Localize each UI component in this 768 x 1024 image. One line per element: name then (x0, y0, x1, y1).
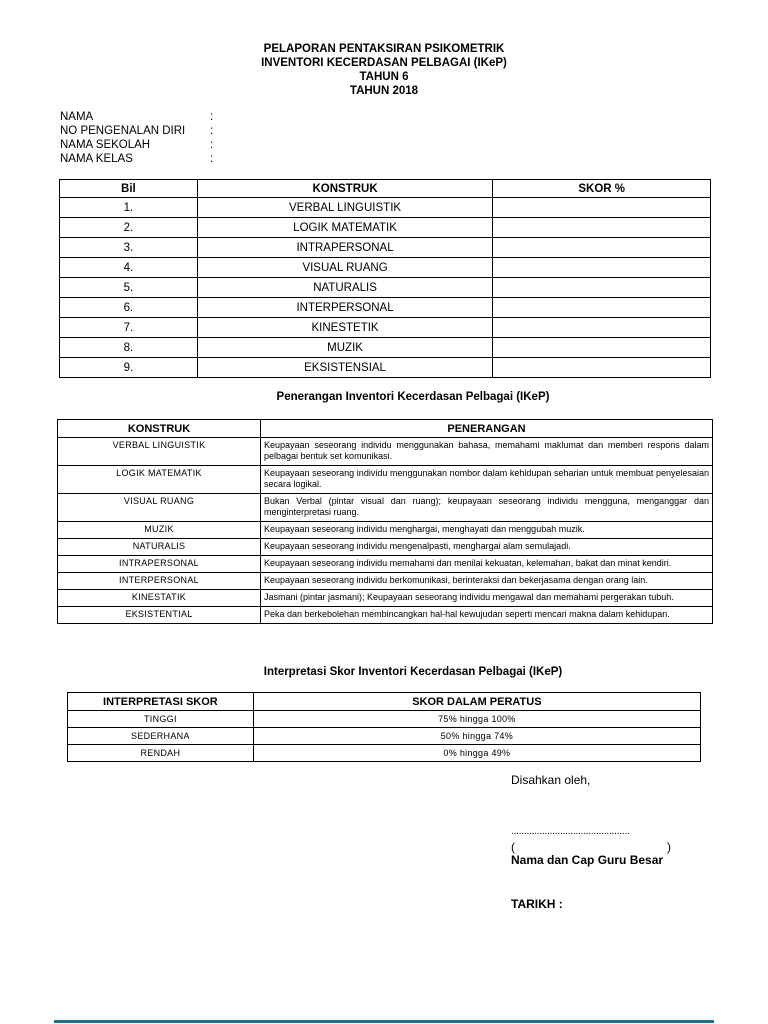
bil-cell: 2. (60, 218, 198, 238)
konstruk-cell: INTERPERSONAL (197, 298, 493, 318)
header-skor-peratus: SKOR DALAM PERATUS (253, 693, 700, 711)
skor-cell (493, 298, 711, 318)
skor-cell (493, 218, 711, 238)
table-row (68, 711, 701, 728)
explanation-table-header (58, 420, 713, 438)
page-bottom-divider (54, 1020, 714, 1023)
konstruk-cell: EKSISTENTIAL (58, 607, 261, 624)
title-line-2: INVENTORI KECERDASAN PELBAGAI (IKeP) (261, 57, 507, 69)
bil-cell: 8. (60, 338, 198, 358)
header-konstruk: KONSTRUK (197, 180, 493, 198)
date-label: TARIKH : (511, 897, 563, 911)
table-row (60, 358, 711, 378)
table-row (58, 539, 713, 556)
konstruk-cell: INTRAPERSONAL (197, 238, 493, 258)
table-row (60, 278, 711, 298)
skor-cell (493, 278, 711, 298)
konstruk-cell: INTRAPERSONAL (58, 556, 261, 573)
info-colon: : (210, 111, 214, 123)
konstruk-cell: VERBAL LINGUISTIK (197, 198, 493, 218)
info-label: NAMA SEKOLAH (60, 139, 151, 151)
table-row (60, 318, 711, 338)
table-row (68, 728, 701, 745)
explanation-table (57, 419, 713, 624)
explanation-caption: Penerangan Inventori Kecerdasan Pelbagai (IKeP) (276, 391, 550, 403)
table-row (58, 607, 713, 624)
range-cell: 0% hingga 49% (253, 745, 700, 762)
title-line-3: TAHUN 6 (359, 71, 409, 83)
table-row (58, 466, 713, 494)
penerangan-cell: Bukan Verbal (pintar visual dan ruang); keupayaan seseorang individu mengguna, menganggar dan menginterpretasi ruang. (261, 494, 713, 522)
info-label: NAMA KELAS (60, 153, 133, 165)
header-bil: Bil (60, 180, 198, 198)
range-cell: 50% hingga 74% (253, 728, 700, 745)
interpretation-table (67, 692, 701, 762)
penerangan-cell: Keupayaan seseorang individu memahami dan menilai kekuatan, kelemahan, bakat dan minat kendiri. (261, 556, 713, 573)
konstruk-cell: LOGIK MATEMATIK (58, 466, 261, 494)
title-line-1: PELAPORAN PENTAKSIRAN PSIKOMETRIK (263, 43, 505, 55)
table-row (60, 298, 711, 318)
level-cell: TINGGI (68, 711, 254, 728)
penerangan-cell: Keupayaan seseorang individu menghargai, menghayati dan menggubah muzik. (261, 522, 713, 539)
penerangan-cell: Keupayaan seseorang individu menggunakan bahasa, memahami maklumat dan memberi respons dalam pelbagai bentuk set komunikasi. (261, 438, 713, 466)
table-row (60, 258, 711, 278)
konstruk-cell: NATURALIS (197, 278, 493, 298)
table-row (60, 218, 711, 238)
konstruk-cell: NATURALIS (58, 539, 261, 556)
info-label: NAMA (60, 111, 94, 123)
signature-parentheses (511, 840, 671, 854)
penerangan-cell: Keupayaan seseorang individu berkomunikasi, berinteraksi dan bekerjasama dengan orang lain. (261, 573, 713, 590)
skor-cell (493, 358, 711, 378)
penerangan-cell: Jasmani (pintar jasmani); Keupayaan seseorang individu mengawal dan memahami pergerakan tubuh. (261, 590, 713, 607)
level-cell: RENDAH (68, 745, 254, 762)
interpretation-caption: Interpretasi Skor Inventori Kecerdasan Pelbagai (IKeP) (263, 666, 563, 678)
paren-close: ) (667, 840, 671, 854)
konstruk-cell: MUZIK (197, 338, 493, 358)
score-table-header (60, 180, 711, 198)
table-row (60, 238, 711, 258)
approved-by-label: Disahkan oleh, (511, 773, 591, 787)
bil-cell: 7. (60, 318, 198, 338)
table-row (58, 573, 713, 590)
konstruk-cell: EKSISTENSIAL (197, 358, 493, 378)
student-info (60, 110, 213, 166)
bil-cell: 5. (60, 278, 198, 298)
info-colon: : (210, 125, 214, 137)
headmaster-name-label: Nama dan Cap Guru Besar (511, 853, 664, 867)
bil-cell: 3. (60, 238, 198, 258)
bil-cell: 1. (60, 198, 198, 218)
konstruk-cell: KINESTATIK (58, 590, 261, 607)
skor-cell (493, 238, 711, 258)
skor-cell (493, 318, 711, 338)
signature-dotted-line: .............................................. (511, 826, 630, 837)
info-row-id (60, 124, 213, 138)
paren-open: ( (511, 840, 515, 854)
header-skor: SKOR % (493, 180, 711, 198)
header-interpretasi: INTERPRETASI SKOR (68, 693, 254, 711)
info-colon: : (210, 139, 214, 151)
info-row-school (60, 138, 213, 152)
konstruk-cell: VISUAL RUANG (58, 494, 261, 522)
konstruk-cell: LOGIK MATEMATIK (197, 218, 493, 238)
info-row-class (60, 152, 213, 166)
table-row (58, 522, 713, 539)
table-row (68, 745, 701, 762)
konstruk-cell: INTERPERSONAL (58, 573, 261, 590)
title-line-4: TAHUN 2018 (349, 85, 419, 97)
table-row (60, 198, 711, 218)
interpretation-table-header (68, 693, 701, 711)
score-table (59, 179, 711, 378)
info-label: NO PENGENALAN DIRI (60, 125, 186, 137)
konstruk-cell: KINESTETIK (197, 318, 493, 338)
konstruk-cell: MUZIK (58, 522, 261, 539)
report-title (0, 42, 768, 98)
info-colon: : (210, 153, 214, 165)
skor-cell (493, 258, 711, 278)
table-row (60, 338, 711, 358)
penerangan-cell: Keupayaan seseorang individu menggunakan nombor dalam kehidupan seharian untuk membuat penyelesaian secara logikal. (261, 466, 713, 494)
penerangan-cell: Keupayaan seseorang individu mengenalpasti, menghargai alam semulajadi. (261, 539, 713, 556)
konstruk-cell: VERBAL LINGUISTIK (58, 438, 261, 466)
bil-cell: 9. (60, 358, 198, 378)
bil-cell: 6. (60, 298, 198, 318)
skor-cell (493, 198, 711, 218)
level-cell: SEDERHANA (68, 728, 254, 745)
info-row-name (60, 110, 213, 124)
bil-cell: 4. (60, 258, 198, 278)
header-konstruk: KONSTRUK (58, 420, 261, 438)
table-row (58, 494, 713, 522)
penerangan-cell: Peka dan berkebolehan membincangkan hal-hal kewujudan seperti mencari makna dalam kehidupan. (261, 607, 713, 624)
table-row (58, 556, 713, 573)
table-row (58, 590, 713, 607)
table-row (58, 438, 713, 466)
konstruk-cell: VISUAL RUANG (197, 258, 493, 278)
header-penerangan: PENERANGAN (261, 420, 713, 438)
skor-cell (493, 338, 711, 358)
range-cell: 75% hingga 100% (253, 711, 700, 728)
